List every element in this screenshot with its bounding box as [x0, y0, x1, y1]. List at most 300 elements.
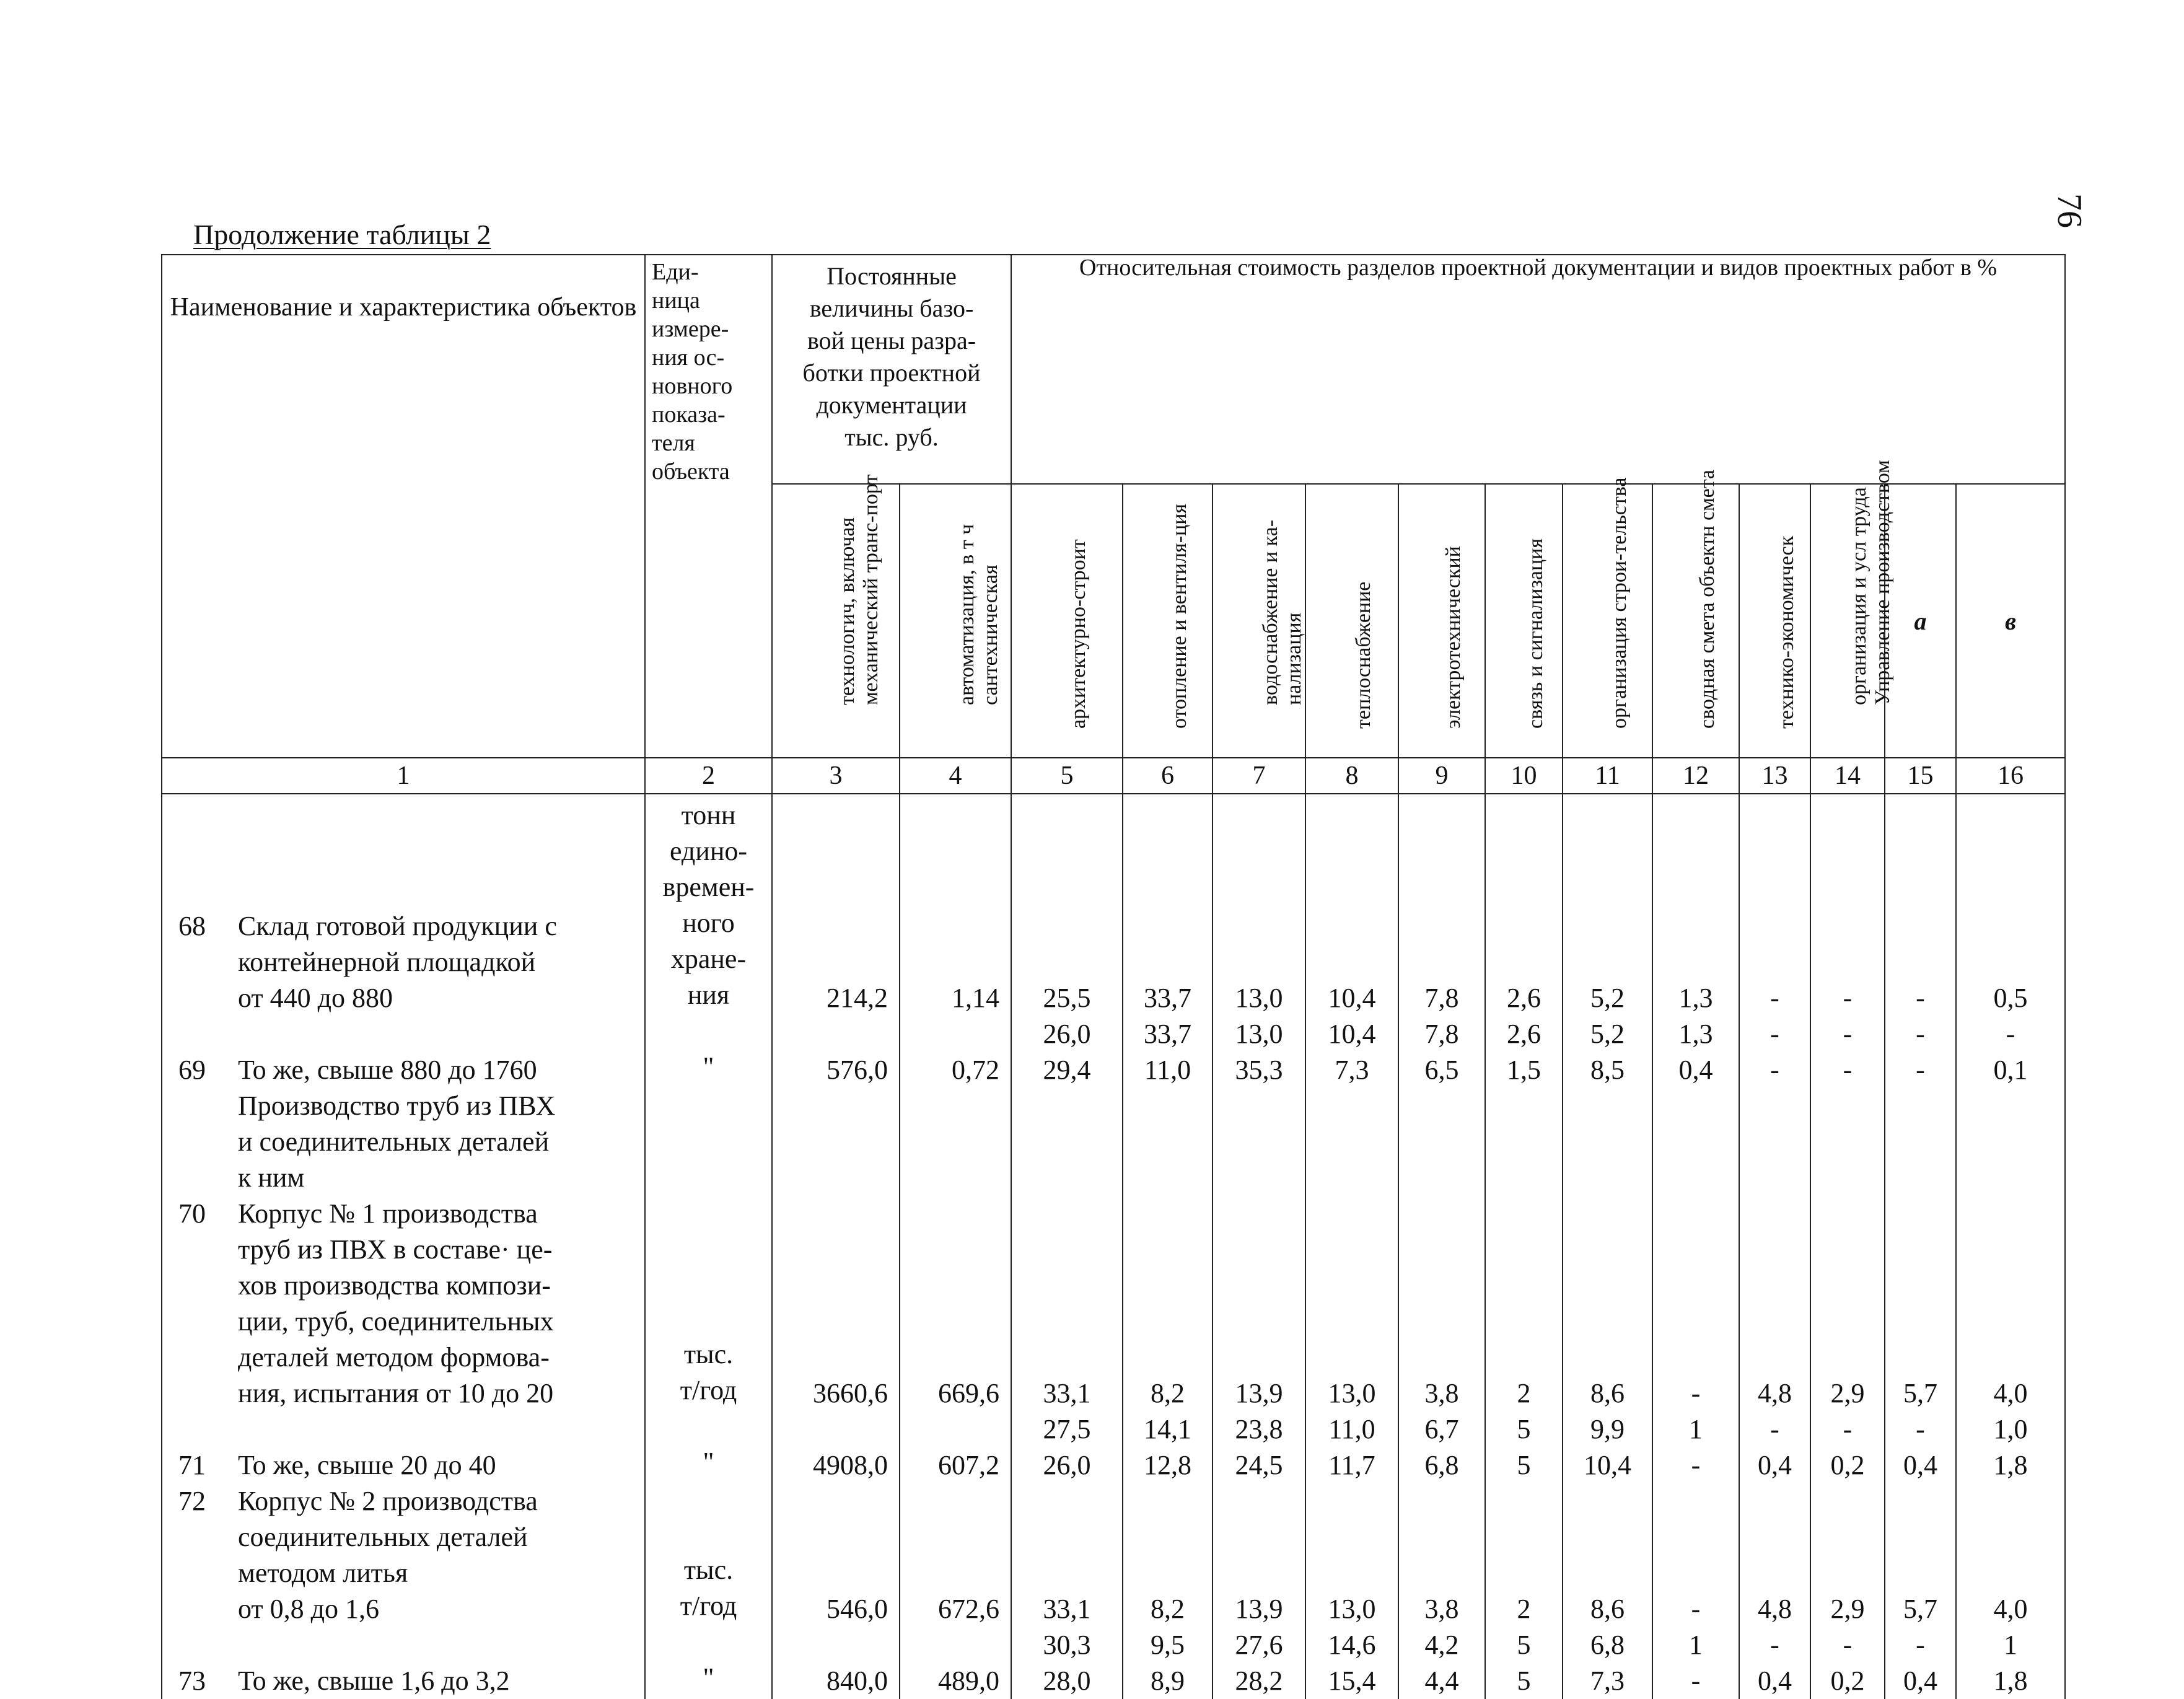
- value: 14,6: [1328, 1630, 1376, 1660]
- value: 5,2: [1590, 983, 1625, 1013]
- value-cell-col-8: [1305, 1483, 1398, 1663]
- value: -: [1691, 1378, 1701, 1408]
- object-name-cell: [162, 1196, 645, 1447]
- value-cell-col-14: [1810, 1483, 1885, 1663]
- value: [900, 944, 999, 980]
- header-rel-column-7: [1011, 484, 1123, 758]
- header-rel-column-16: [1810, 460, 1894, 758]
- unit-line: [646, 1232, 771, 1268]
- name-line: [178, 801, 638, 836]
- name-line: [178, 872, 638, 908]
- column-number: 12: [1652, 758, 1739, 794]
- value: 13,0: [1328, 1594, 1376, 1624]
- column-number: 8: [1305, 758, 1398, 794]
- value: [1306, 1483, 1398, 1519]
- unit-line: едино-: [669, 836, 748, 866]
- name-line: [178, 1519, 638, 1555]
- value: [1012, 801, 1122, 836]
- value: 30,3: [1043, 1630, 1091, 1660]
- value-cell-col-13: [1739, 1447, 1810, 1483]
- unit-line: ния: [687, 980, 730, 1010]
- value: [1811, 908, 1884, 944]
- value: 1: [1689, 1630, 1703, 1660]
- table-row: [162, 1447, 2065, 1483]
- value: 4908,0: [813, 1450, 888, 1480]
- header-rel-column-14: [1652, 469, 1739, 758]
- object-name-cell: [162, 1663, 645, 1699]
- name-line: [178, 944, 638, 980]
- value: [1486, 836, 1562, 872]
- value: 2,6: [1507, 1019, 1541, 1049]
- value: 5,7: [1903, 1594, 1937, 1624]
- value: [1399, 1483, 1485, 1519]
- value: [1306, 1304, 1398, 1340]
- value-cell-col-10: [1485, 1483, 1563, 1663]
- value: [1653, 1268, 1739, 1304]
- value: [1012, 1268, 1122, 1304]
- value: [1653, 1483, 1739, 1519]
- name-line: [178, 1016, 638, 1052]
- value: 214,2: [827, 983, 888, 1013]
- value-cell-col-5: [1011, 801, 1123, 1052]
- value-cell-col-6: [1123, 1663, 1213, 1699]
- value: [900, 1160, 999, 1196]
- value-cell-col-7: [1213, 1483, 1305, 1663]
- value: [1213, 1555, 1305, 1591]
- value: -: [1916, 1414, 1925, 1444]
- value: 24,5: [1235, 1450, 1283, 1480]
- object-name-cell: [162, 1052, 645, 1196]
- value: 0,2: [1830, 1666, 1865, 1696]
- value: [1012, 1519, 1122, 1555]
- name-line: [178, 1232, 638, 1268]
- value: 5: [1517, 1450, 1531, 1480]
- value: [1885, 1555, 1955, 1591]
- value: 1,3: [1678, 983, 1713, 1013]
- value-cell-col-16: [1956, 801, 2065, 1052]
- value: [900, 1340, 999, 1376]
- value: [1123, 1304, 1212, 1340]
- value: 840,0: [827, 1666, 888, 1696]
- value: [1306, 1555, 1398, 1591]
- value: [1957, 1483, 2064, 1519]
- value: 27,6: [1235, 1630, 1283, 1660]
- value-cell-col-11: [1563, 1447, 1652, 1483]
- name-line: [178, 1088, 638, 1124]
- value: [1811, 801, 1884, 836]
- value: [773, 1268, 888, 1304]
- value-cell-col-9: [1398, 1196, 1485, 1447]
- object-name: ции, труб, соединительных: [238, 1306, 554, 1337]
- name-line: [178, 1052, 638, 1088]
- value-cell-col-5: [1011, 1196, 1123, 1447]
- object-name-cell: [162, 1483, 645, 1663]
- unit-line: ": [703, 1051, 714, 1082]
- value: [1213, 1519, 1305, 1555]
- value: [1957, 1304, 2064, 1340]
- data-table-container: [161, 254, 2048, 1696]
- value: [1306, 1268, 1398, 1304]
- value-cell-col-5: [1011, 1663, 1123, 1699]
- value: 3,8: [1424, 1378, 1459, 1408]
- header-rel-column-label: организация строи-тельства: [1607, 477, 1631, 729]
- table-row: [162, 1663, 2065, 1699]
- value: [1811, 1196, 1884, 1232]
- value: [1306, 872, 1398, 908]
- value: [1486, 801, 1562, 836]
- value: [1653, 944, 1739, 980]
- value: [1563, 908, 1652, 944]
- value: [1957, 801, 2064, 836]
- object-name: от 0,8 до 1,6: [238, 1594, 380, 1624]
- value: 10,4: [1328, 983, 1376, 1013]
- name-line: [178, 1447, 638, 1483]
- value-cell-col-10: [1485, 1663, 1563, 1699]
- object-name: соединительных деталей: [238, 1522, 528, 1552]
- value: 0,4: [1678, 1055, 1713, 1085]
- name-line: [178, 1663, 638, 1699]
- object-name: контейнерной площадкой: [238, 947, 536, 977]
- value: [773, 801, 888, 836]
- value: [773, 1555, 888, 1591]
- value: [1885, 944, 1955, 980]
- value-cell-col-14: [1810, 801, 1885, 1052]
- value: 33,1: [1043, 1594, 1091, 1624]
- value: [773, 1411, 888, 1447]
- value: [1486, 1088, 1562, 1124]
- object-name-cell: [162, 1447, 645, 1483]
- header-unit-cell: [645, 255, 772, 758]
- header-rel-column-label: отопление и вентиля-ция: [1167, 503, 1191, 729]
- value: [773, 1483, 888, 1519]
- value-cell-col-12: [1652, 1196, 1739, 1447]
- value: [1486, 908, 1562, 944]
- header-rel-column-label: технологич, включая механический транс-порт: [836, 474, 882, 705]
- value: [900, 1627, 999, 1663]
- header-unit-line: измере-: [652, 316, 729, 342]
- value: [900, 1088, 999, 1124]
- value: 28,2: [1235, 1666, 1283, 1696]
- value: [900, 801, 999, 836]
- value: 9,5: [1151, 1630, 1185, 1660]
- name-line: [178, 1627, 638, 1663]
- value: [900, 908, 999, 944]
- value: [1123, 1088, 1212, 1124]
- value-cell-col-12: [1652, 801, 1739, 1052]
- value: 0,4: [1903, 1450, 1937, 1480]
- name-line: [178, 1268, 638, 1304]
- value: -: [1916, 1630, 1925, 1660]
- header-unit-line: показа-: [652, 402, 726, 428]
- unit-line: [646, 1196, 771, 1232]
- header-const-line: ботки проектной: [802, 359, 981, 387]
- value-cell-col-14: [1810, 1447, 1885, 1483]
- value-cell-col-7: [1213, 1196, 1305, 1447]
- value: [1399, 836, 1485, 872]
- value: [900, 1268, 999, 1304]
- value: 4,4: [1424, 1666, 1459, 1696]
- value: [1123, 1555, 1212, 1591]
- value: [900, 1304, 999, 1340]
- value: [1740, 1268, 1810, 1304]
- value: [773, 872, 888, 908]
- value: [1740, 1483, 1810, 1519]
- name-line: [178, 836, 638, 872]
- value: [1653, 836, 1739, 872]
- value: -: [1770, 1019, 1779, 1049]
- column-number: 3: [772, 758, 900, 794]
- value: [1957, 1519, 2064, 1555]
- value: 11,0: [1328, 1414, 1375, 1444]
- value: [1563, 836, 1652, 872]
- header-unit-line: новного: [652, 373, 733, 399]
- value: [1811, 1088, 1884, 1124]
- value: [1123, 1483, 1212, 1519]
- value: 33,1: [1043, 1378, 1091, 1408]
- value-cell-col-4: [900, 1196, 1011, 1447]
- value: [1213, 1483, 1305, 1519]
- value: 13,0: [1235, 983, 1283, 1013]
- value-cell-col-7: [1213, 1447, 1305, 1483]
- value: 35,3: [1235, 1055, 1283, 1085]
- value: [773, 1016, 888, 1052]
- value-cell-col-11: [1563, 1483, 1652, 1663]
- value: [1306, 1088, 1398, 1124]
- value: 5: [1517, 1630, 1531, 1660]
- value-cell-col-8: [1305, 1663, 1398, 1699]
- value: [1885, 1196, 1955, 1232]
- object-name: от 440 до 880: [238, 983, 393, 1013]
- value: 29,4: [1043, 1055, 1091, 1085]
- value: [1399, 1519, 1485, 1555]
- value-cell-col-14: [1810, 1052, 1885, 1196]
- value: [1653, 872, 1739, 908]
- object-number: 69: [178, 1055, 206, 1085]
- unit-line: хране-: [670, 944, 747, 974]
- header-const-line: Постоянные: [827, 262, 957, 290]
- value: -: [1843, 1630, 1853, 1660]
- header-rel-column-label: связь и сигнализация: [1524, 538, 1547, 729]
- value: 3660,6: [813, 1378, 888, 1408]
- value: [1811, 872, 1884, 908]
- value: [1486, 1519, 1562, 1555]
- value: 546,0: [827, 1594, 888, 1624]
- header-unit-line: ния ос-: [652, 345, 725, 371]
- value-cell-col-6: [1123, 1483, 1213, 1663]
- value: 1,0: [1993, 1414, 2028, 1444]
- value: [1885, 872, 1955, 908]
- value: 6,5: [1424, 1055, 1459, 1085]
- value: 13,0: [1328, 1378, 1376, 1408]
- value: [1957, 1340, 2064, 1376]
- value-cell-col-3: [772, 801, 900, 1052]
- value-cell-col-11: [1563, 1196, 1652, 1447]
- unit-line: ного: [682, 908, 735, 938]
- unit-line: [646, 1627, 771, 1663]
- value: [1399, 872, 1485, 908]
- value: 11,7: [1328, 1450, 1375, 1480]
- value-cell-col-10: [1485, 801, 1563, 1052]
- value: [1957, 1555, 2064, 1591]
- value: [1399, 1340, 1485, 1376]
- value-cell-col-14: [1810, 1196, 1885, 1447]
- data-table: [161, 254, 2066, 1699]
- value: [773, 1088, 888, 1124]
- value-cell-col-13: [1739, 1052, 1810, 1196]
- value: [1885, 1088, 1955, 1124]
- value: [1653, 1160, 1739, 1196]
- value-cell-col-6: [1123, 1196, 1213, 1447]
- value: 10,4: [1328, 1019, 1376, 1049]
- value: [1885, 1160, 1955, 1196]
- value-cell-col-10: [1485, 1052, 1563, 1196]
- value: [1563, 1555, 1652, 1591]
- object-name-cell: [162, 801, 645, 1052]
- value: [1123, 872, 1212, 908]
- value: [1957, 872, 2064, 908]
- value: [1740, 836, 1810, 872]
- unit-line: [646, 1268, 771, 1304]
- value: [1811, 1268, 1884, 1304]
- value: -: [1916, 1019, 1925, 1049]
- value-cell-col-6: [1123, 1052, 1213, 1196]
- header-rel-column-label: архитектурно-строит: [1067, 539, 1090, 729]
- value: [1306, 1340, 1398, 1376]
- value: [1123, 1340, 1212, 1376]
- header-rel-column-12: [1485, 484, 1563, 758]
- value: [1811, 1519, 1884, 1555]
- value: [1811, 1483, 1884, 1519]
- column-number: 7: [1213, 758, 1305, 794]
- value: [1740, 1555, 1810, 1591]
- unit-line: [646, 1124, 771, 1160]
- value: 6,8: [1424, 1450, 1459, 1480]
- object-name: Корпус № 2 производства: [238, 1486, 538, 1516]
- value: 4,0: [1993, 1594, 2028, 1624]
- name-line: [178, 1555, 638, 1591]
- value: [1399, 801, 1485, 836]
- value: [1563, 1268, 1652, 1304]
- header-rel-column-13: [1563, 477, 1652, 758]
- header-rel-column-label: сводная смета объектн смета: [1696, 469, 1719, 729]
- object-name: труб из ПВХ в составе· це-: [238, 1234, 553, 1265]
- value: [900, 1232, 999, 1268]
- value: -: [1843, 1414, 1853, 1444]
- value-cell-col-16: [1956, 1196, 2065, 1447]
- value: [900, 1483, 999, 1519]
- value-cell-col-8: [1305, 1447, 1398, 1483]
- value: -: [1916, 1055, 1925, 1085]
- object-name: Корпус № 1 производства: [238, 1198, 538, 1229]
- value: [1306, 1232, 1398, 1268]
- value-cell-col-8: [1305, 1052, 1398, 1196]
- value: [1399, 1232, 1485, 1268]
- value: [1740, 944, 1810, 980]
- value: [1811, 1555, 1884, 1591]
- header-const-line: тыс. руб.: [844, 423, 939, 451]
- header-name-cell: Наименование и характеристика объектов: [162, 255, 645, 758]
- value: [1653, 801, 1739, 836]
- value: [773, 1124, 888, 1160]
- value: 0,4: [1903, 1666, 1937, 1696]
- value: 27,5: [1043, 1414, 1091, 1444]
- value: [1213, 1232, 1305, 1268]
- header-rel-column-10: [1305, 484, 1398, 758]
- value: [1306, 944, 1398, 980]
- value: 7,8: [1424, 983, 1459, 1013]
- value: 8,2: [1151, 1378, 1185, 1408]
- table-row: [162, 1483, 2065, 1663]
- value-cell-col-16: [1956, 1052, 2065, 1196]
- header-const-line: величины базо-: [809, 294, 974, 322]
- value: 1: [2004, 1630, 2017, 1660]
- value: [1811, 1232, 1884, 1268]
- header-rel-column-label: автоматизация, в т ч сантехническая: [955, 524, 1002, 705]
- page-number: 76: [2050, 193, 2089, 228]
- value: [1012, 836, 1122, 872]
- value: [1213, 1160, 1305, 1196]
- header-rel-column-9: [1213, 484, 1305, 758]
- value: [900, 836, 999, 872]
- value: -: [1916, 983, 1925, 1013]
- value: [1563, 1196, 1652, 1232]
- value: [1399, 1160, 1485, 1196]
- unit-cell: [645, 1483, 772, 1663]
- value: [900, 1016, 999, 1052]
- value-cell-col-15: [1885, 1052, 1956, 1196]
- object-name: То же, свыше 1,6 до 3,2: [238, 1666, 510, 1696]
- value: [1213, 1196, 1305, 1232]
- value: [1012, 1232, 1122, 1268]
- value-cell-col-3: [772, 1052, 900, 1196]
- value: [1012, 1304, 1122, 1340]
- value: [1653, 1196, 1739, 1232]
- value: 0,2: [1830, 1450, 1865, 1480]
- value: -: [1691, 1450, 1701, 1480]
- value: [1399, 1088, 1485, 1124]
- header-rel-column-label: организация и усл труда Управление производством: [1848, 460, 1894, 705]
- unit-line: тыс.: [683, 1339, 734, 1369]
- value-cell-col-4: [900, 1447, 1011, 1483]
- value: [1306, 1160, 1398, 1196]
- value: 1,14: [952, 983, 999, 1013]
- name-line: [178, 1483, 638, 1519]
- value: 669,6: [938, 1378, 999, 1408]
- value: [1811, 836, 1884, 872]
- value-cell-col-15: [1885, 1663, 1956, 1699]
- value-cell-col-16: [1956, 1483, 2065, 1663]
- table-row: [162, 1052, 2065, 1196]
- value: [1563, 1519, 1652, 1555]
- value-cell-col-12: [1652, 1447, 1739, 1483]
- value-cell-col-13: [1739, 1663, 1810, 1699]
- value: [1486, 944, 1562, 980]
- value: 10,4: [1584, 1450, 1631, 1480]
- value: 8,9: [1151, 1666, 1185, 1696]
- value: [1486, 1268, 1562, 1304]
- value: [773, 1519, 888, 1555]
- object-number: 68: [178, 911, 206, 941]
- value: 12,8: [1144, 1450, 1191, 1480]
- value: [1740, 801, 1810, 836]
- value-cell-col-4: [900, 1663, 1011, 1699]
- object-name: ния, испытания от 10 до 20: [238, 1378, 554, 1408]
- unit-cell: [645, 1052, 772, 1196]
- value: [1885, 1340, 1955, 1376]
- value: 26,0: [1043, 1450, 1091, 1480]
- object-name: к ним: [238, 1162, 305, 1193]
- value: 13,9: [1235, 1594, 1283, 1624]
